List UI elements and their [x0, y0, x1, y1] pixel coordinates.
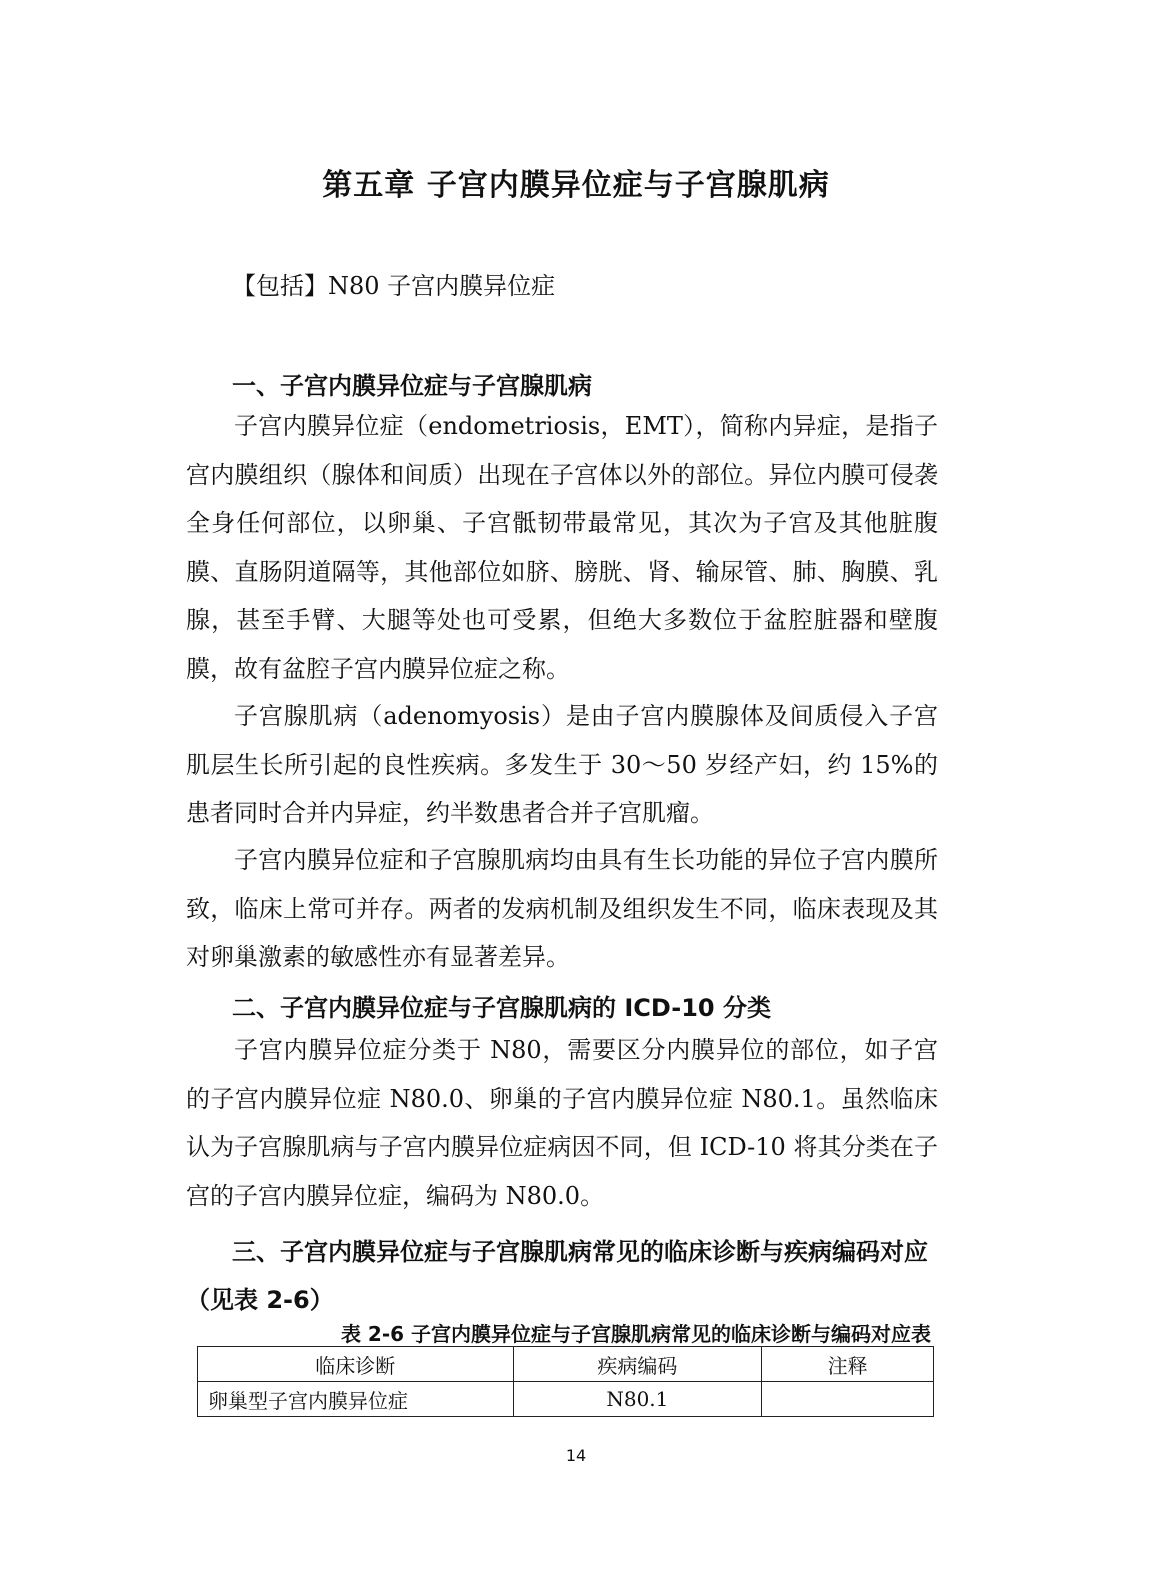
- section-heading-2: 二、子宫内膜异位症与子宫腺肌病的 ICD-10 分类: [232, 994, 771, 1022]
- header-note: 注释: [762, 1347, 934, 1382]
- table-row: [198, 1382, 934, 1417]
- cell-diagnosis: 卵巢型子宫内膜异位症: [198, 1382, 514, 1417]
- table-caption: 表 2-6 子宫内膜异位症与子宫腺肌病常见的临床诊断与编码对应表: [340, 1322, 932, 1346]
- section-heading-3: 三、子宫内膜异位症与子宫腺肌病常见的临床诊断与疾病编码对应（见表 2-6）: [186, 1238, 928, 1314]
- section-heading-1: 一、子宫内膜异位症与子宫腺肌病: [232, 372, 592, 400]
- cell-note: [762, 1382, 934, 1417]
- paragraph-adenomyosis-definition: 子宫腺肌病（adenomyosis）是由子宫内膜腺体及间质侵入子宫肌层生长所引起的良性疾病。多发生于 30～50 岁经产妇，约 15%的患者同时合并内异症，约半数患者合并子宫肌瘤。: [186, 702, 938, 827]
- cell-code: N80.1: [513, 1382, 762, 1417]
- paragraph-icd-classification: 子宫内膜异位症分类于 N80，需要区分内膜异位的部位，如子宫的子宫内膜异位症 N80.0、卵巢的子宫内膜异位症 N80.1。虽然临床认为子宫腺肌病与子宫内膜异位症病因不同，但 ICD-10 将其分类在子宫的子宫内膜异位症，编码为 N80.0。: [186, 1036, 938, 1210]
- includes-line: 【包括】N80 子宫内膜异位症: [232, 272, 556, 300]
- table-header-row: [198, 1347, 934, 1382]
- paragraph-comparison: 子宫内膜异位症和子宫腺肌病均由具有生长功能的异位子宫内膜所致，临床上常可并存。两者的发病机制及组织发生不同，临床表现及其对卵巢激素的敏感性亦有显著差异。: [186, 846, 938, 971]
- diagnosis-code-table: [197, 1346, 934, 1417]
- paragraph-endometriosis-definition: 子宫内膜异位症（endometriosis，EMT），简称内异症，是指子宫内膜组织（腺体和间质）出现在子宫体以外的部位。异位内膜可侵袭全身任何部位，以卵巢、子宫骶韧带最常见，其次为子宫及其他脏腹膜、直肠阴道隔等，其他部位如脐、膀胱、肾、输尿管、肺、胸膜、乳腺，甚至手臂、大腿等处也可受累，但绝大多数位于盆腔脏器和壁腹膜，故有盆腔子宫内膜异位症之称。: [186, 412, 938, 683]
- page-number: 14: [565, 1446, 587, 1465]
- header-clinical-diagnosis: 临床诊断: [198, 1347, 514, 1382]
- header-disease-code: 疾病编码: [513, 1347, 762, 1382]
- chapter-title: 第五章 子宫内膜异位症与子宫腺肌病: [322, 168, 830, 203]
